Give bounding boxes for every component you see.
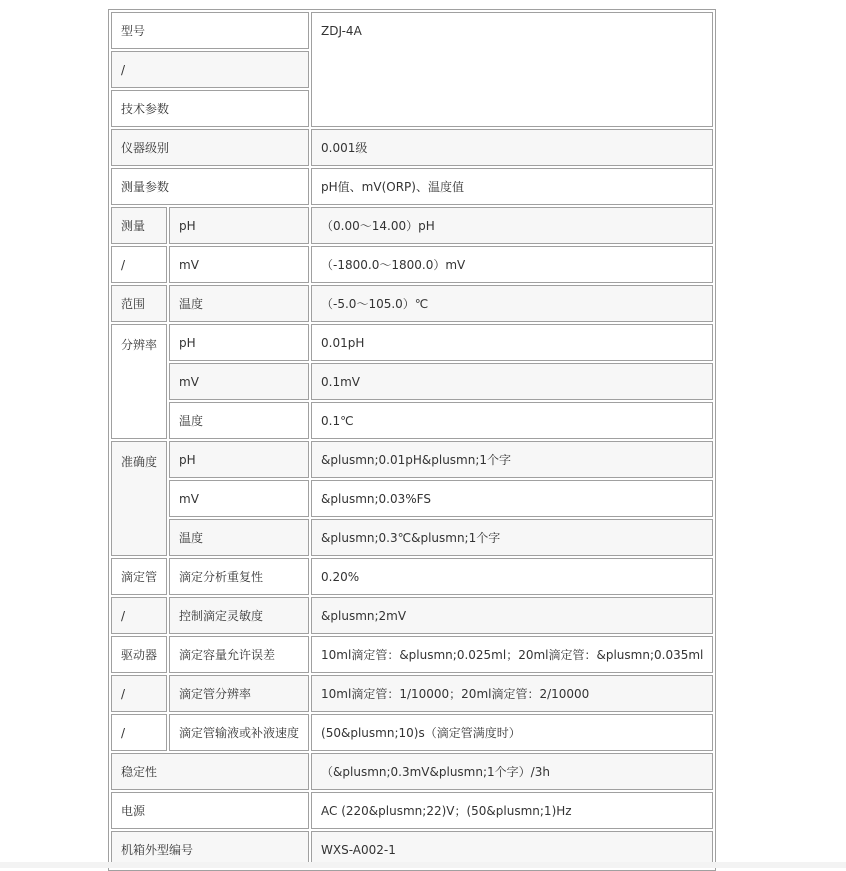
param-cell: 滴定分析重复性 — [169, 558, 309, 595]
value-cell: WXS-A002-1 — [311, 831, 713, 868]
value-cell: pH值、mV(ORP)、温度值 — [311, 168, 713, 205]
table-row — [111, 285, 713, 322]
group-cell: 准确度 — [111, 441, 167, 556]
value-cell: 10ml滴定管：1/10000；20ml滴定管：2/10000 — [311, 675, 713, 712]
group-cell: 范围 — [111, 285, 167, 322]
page-bottom-strip — [0, 862, 846, 868]
value-cell: （-5.0～105.0）℃ — [311, 285, 713, 322]
param-cell: 温度 — [169, 285, 309, 322]
group-cell: / — [111, 675, 167, 712]
value-cell: 0.1℃ — [311, 402, 713, 439]
table-row — [111, 558, 713, 595]
table-row — [111, 480, 713, 517]
value-cell: （&plusmn;0.3mV&plusmn;1个字）/3h — [311, 753, 713, 790]
value-cell: 10ml滴定管：&plusmn;0.025ml；20ml滴定管：&plusmn;0.035ml — [311, 636, 713, 673]
value-cell: ZDJ-4A — [311, 12, 713, 127]
group-cell: / — [111, 714, 167, 751]
table-row — [111, 441, 713, 478]
table-row — [111, 519, 713, 556]
table-row — [111, 129, 713, 166]
value-cell: （-1800.0～1800.0）mV — [311, 246, 713, 283]
value-cell: &plusmn;0.3℃&plusmn;1个字 — [311, 519, 713, 556]
value-cell: 0.1mV — [311, 363, 713, 400]
value-cell: &plusmn;0.03%FS — [311, 480, 713, 517]
value-cell: (50&plusmn;10)s（滴定管满度时） — [311, 714, 713, 751]
table-row — [111, 792, 713, 829]
table-row — [111, 363, 713, 400]
label-cell: 机箱外型编号 — [111, 831, 309, 868]
param-cell: 滴定管输液或补液速度 — [169, 714, 309, 751]
table-row — [111, 207, 713, 244]
group-cell: 滴定管 — [111, 558, 167, 595]
label-cell: / — [111, 51, 309, 88]
label-cell: 测量参数 — [111, 168, 309, 205]
value-cell: 0.01pH — [311, 324, 713, 361]
value-cell: AC (220&plusmn;22)V；(50&plusmn;1)Hz — [311, 792, 713, 829]
group-cell: 测量 — [111, 207, 167, 244]
label-cell: 电源 — [111, 792, 309, 829]
value-cell: &plusmn;2mV — [311, 597, 713, 634]
param-cell: pH — [169, 324, 309, 361]
value-cell: 0.001级 — [311, 129, 713, 166]
value-cell: &plusmn;0.01pH&plusmn;1个字 — [311, 441, 713, 478]
label-cell: 技术参数 — [111, 90, 309, 127]
param-cell: 温度 — [169, 519, 309, 556]
value-cell: （0.00～14.00）pH — [311, 207, 713, 244]
group-cell: 驱动器 — [111, 636, 167, 673]
table-row — [111, 168, 713, 205]
group-cell: 分辨率 — [111, 324, 167, 439]
label-cell: 稳定性 — [111, 753, 309, 790]
table-row — [111, 402, 713, 439]
table-row — [111, 324, 713, 361]
param-cell: 控制滴定灵敏度 — [169, 597, 309, 634]
table-row — [111, 12, 713, 49]
table-row — [111, 753, 713, 790]
param-cell: 滴定容量允许误差 — [169, 636, 309, 673]
group-cell: / — [111, 246, 167, 283]
table-row — [111, 246, 713, 283]
param-cell: mV — [169, 246, 309, 283]
table-row — [111, 597, 713, 634]
table-row — [111, 636, 713, 673]
spec-table — [108, 9, 716, 871]
label-cell: 仪器级别 — [111, 129, 309, 166]
param-cell: 滴定管分辨率 — [169, 675, 309, 712]
param-cell: pH — [169, 207, 309, 244]
group-cell: / — [111, 597, 167, 634]
param-cell: mV — [169, 363, 309, 400]
param-cell: pH — [169, 441, 309, 478]
label-cell: 型号 — [111, 12, 309, 49]
table-row — [111, 714, 713, 751]
param-cell: mV — [169, 480, 309, 517]
table-row — [111, 675, 713, 712]
param-cell: 温度 — [169, 402, 309, 439]
value-cell: 0.20% — [311, 558, 713, 595]
